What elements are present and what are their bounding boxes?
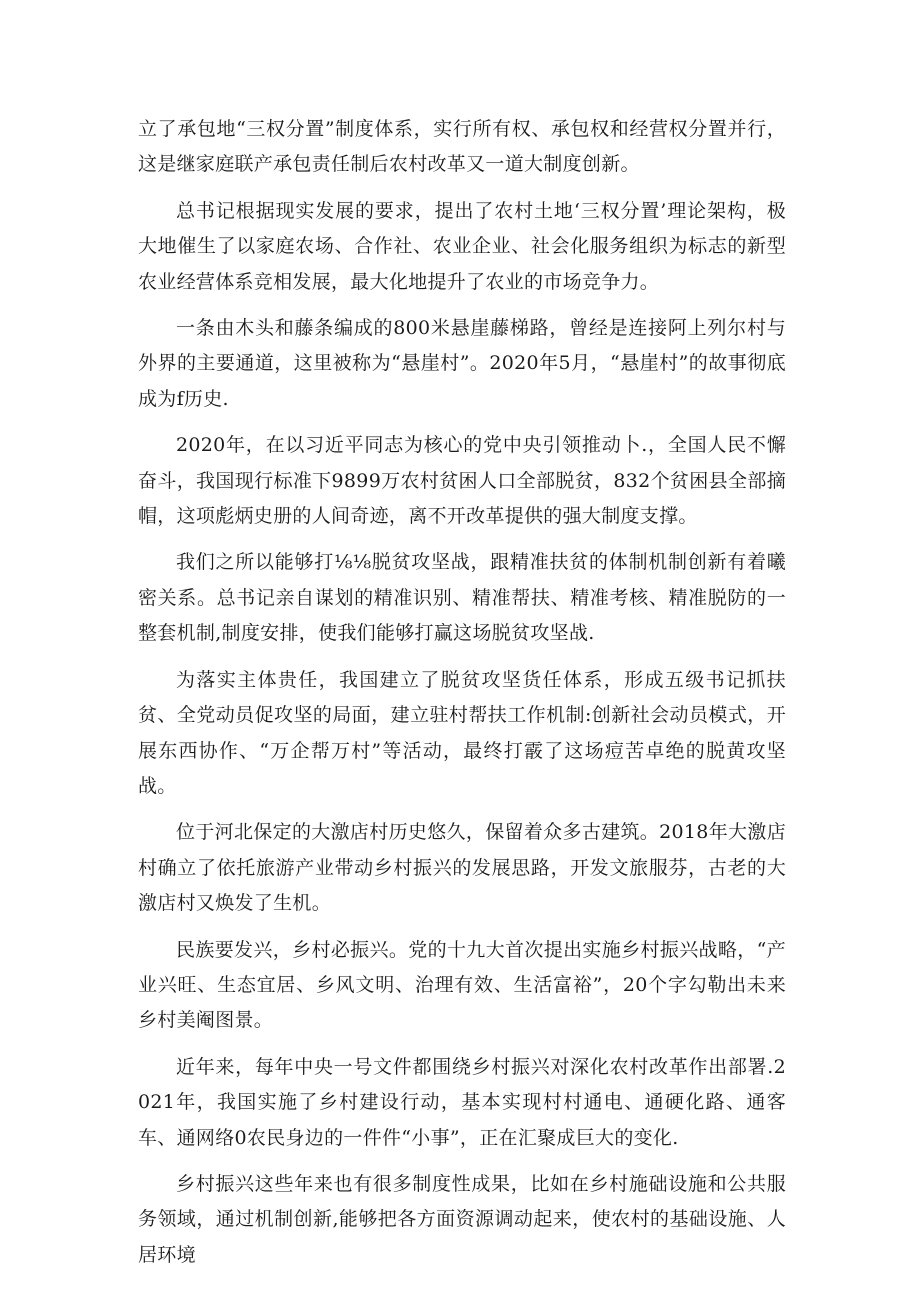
paragraph: 民族要发兴，乡村必振兴。党的十九大首次提出实施乡村振兴战略，“产业兴旺、生态宜居、乡风文明、治理有效、生活富裕”，20个字勾勒出未来乡村美阉图景。 <box>138 938 786 1032</box>
paragraph: 为落实主体贵任，我国建立了脱贫攻坚货任体系，形成五级书记抓扶贫、全党动员促攻坚的局面，建立驻村帮扶工作机制:创新社会动员模式，开展东西协作、“万企帮万村”等活动，最终打霰了这场痘苦卓绝的脱黄攻坚战。 <box>138 668 786 797</box>
paragraph: 位于河北保定的大激店村历史悠久，保留着众多古建筑。2018年大激店村确立了依托旅游产业带动乡村振兴的发展思路，开发文旅服芬，古老的大激店村又焕发了生机。 <box>138 821 786 915</box>
paragraph: 立了承包地“三权分置”制度体系，实行所有权、承包权和经营权分置并行，这是继家庭联产承包责任制后农村改革又一道大制度创新。 <box>138 118 786 176</box>
paragraph: 乡村振兴这些年来也有很多制度性成果，比如在乡村施础设施和公共服务领域，通过机制创新,能够把各方面资源调动起来，使农村的基础设施、人居环境 <box>138 1172 786 1266</box>
paragraph: 近年来，每年中央一号文件都围绕乡村振兴对深化农村改革作出部署.2021年，我国实施了乡村建设行动，基本实现村村通电、通硬化路、通客车、通网络0农民身边的一件件“小事”，正在汇聚成巨大的变化. <box>138 1055 786 1149</box>
paragraph: 一条由木头和藤条编成的800米悬崖藤梯路，曾经是连接阿上列尔村与外界的主要通道，这里被称为“悬崖村”。2020年5月，“悬崖村”的故事彻底成为f历史. <box>138 317 786 410</box>
document-body <box>138 112 786 1284</box>
paragraph: 我们之所以能够打⅛⅛脱贫攻坚战，跟精准扶贫的体制机制创新有着曦密关系。总书记亲自谋划的精准识别、精准帮扶、精准考核、精准脱防的一整套机制,制度安排，使我们能够打赢这场脱贫攻坚战. <box>138 551 786 645</box>
paragraph: 2020年，在以习近平同志为核心的党中央引领推动卜.，全国人民不懈奋斗，我国现行标准下9899万农村贫困人口全部脱贫，832个贫困县全部摘帽，这项彪炳史册的人间奇迹，离不开改革提供的强大制度支撑。 <box>138 434 786 528</box>
paragraph: 总书记根据现实发展的要求，提出了农村土地‘三权分置’理论架构，极大地催生了以家庭农场、合作社、农业企业、社会化服务组织为标志的新型农业经营体系竞相发展，最大化地提升了农业的市场竞争力。 <box>138 199 786 293</box>
